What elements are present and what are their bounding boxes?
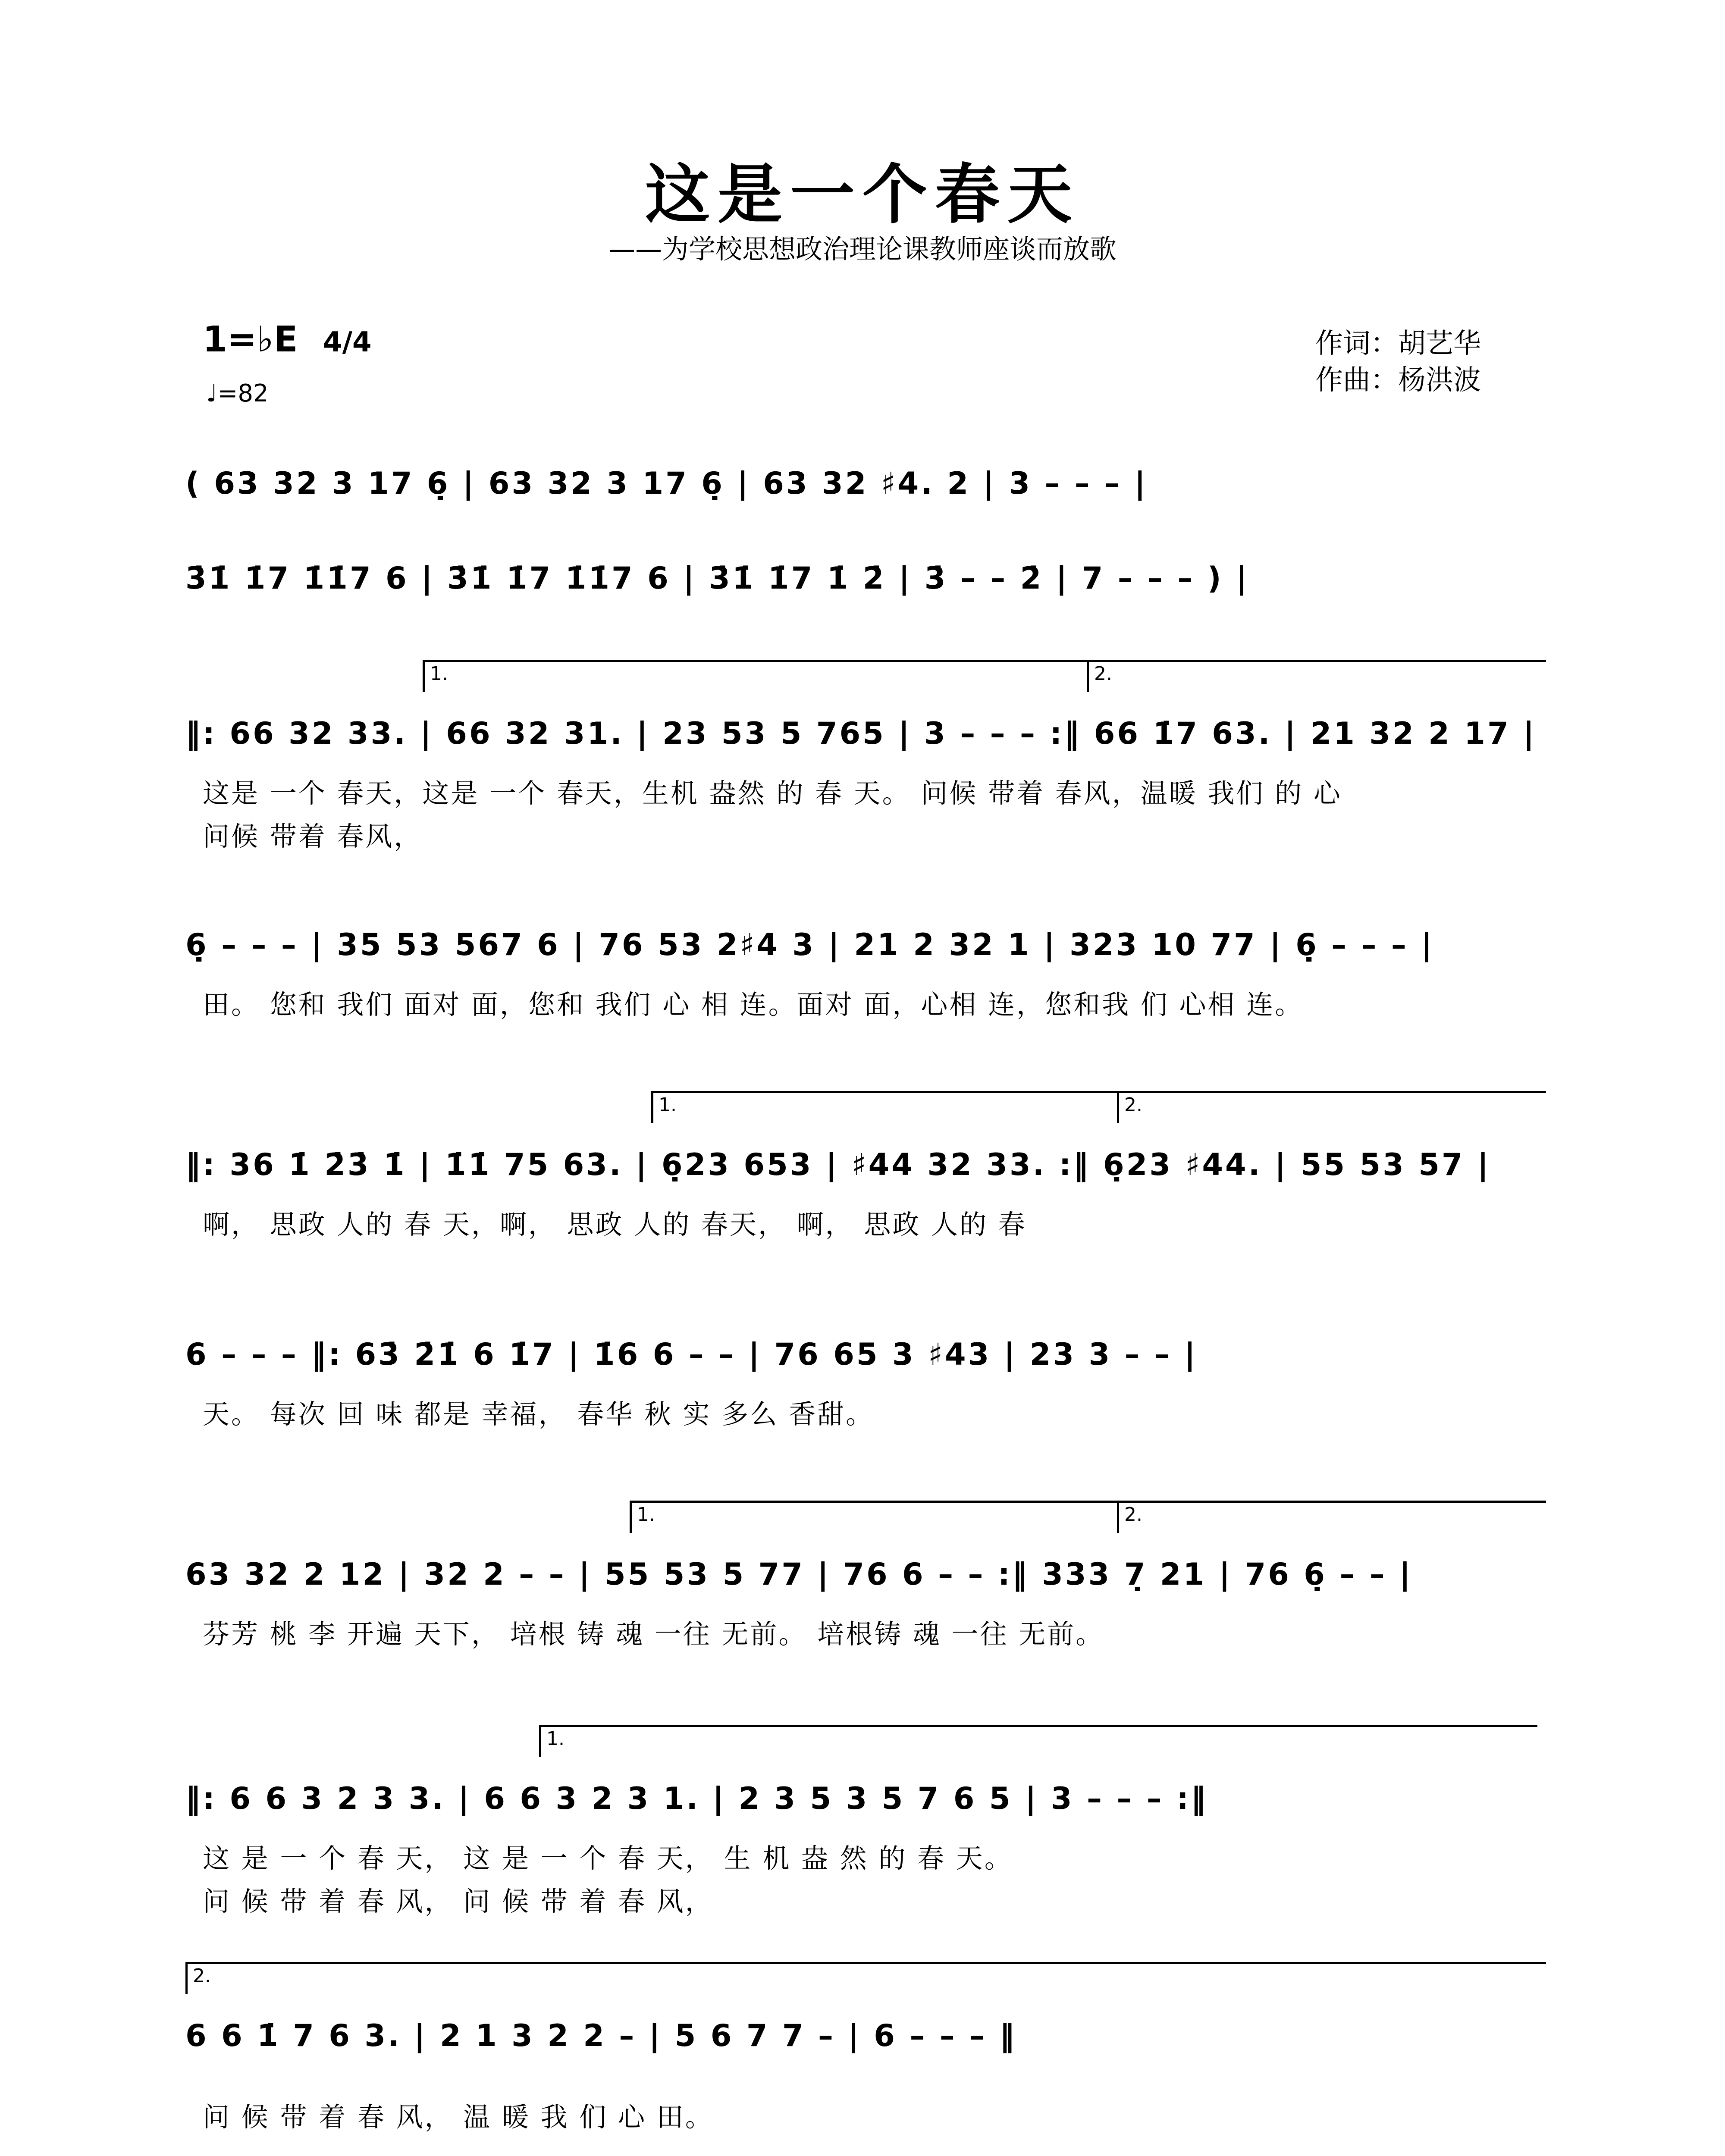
lyric-line: 田。 您和 我们 面对 面，您和 我们 心 相 连。面对 面，心相 连，您和我 们 心相 连。 (203, 989, 1304, 1020)
volta-label: 2. (1094, 663, 1112, 685)
volta-bracket (1117, 1091, 1546, 1123)
notation-line: 6̣ – – – | 35 53 567 6 | 76 53 2♯4 3 | 21 2 32 1 | 323 10 77 | 6̣ – – – | (185, 927, 1434, 962)
notation-line: 63 32 2 12 | 32 2 – – | 55 53 5 77 | 76 6 – – :‖ 333 7̣ 21 | 76 6̣ – – | (185, 1557, 1413, 1592)
key-label: 1=♭E (203, 319, 298, 360)
key-signature (203, 319, 371, 360)
volta-bracket (1087, 660, 1546, 692)
volta-bracket (651, 1091, 1162, 1123)
lyric-line: 问候 带着 春风， (203, 821, 423, 852)
notation-line: 3̇1̇ 1̇7 1̇1̇7 6 | 3̇1̇ 1̇7 1̇1̇7 6 | 3̇1̇ 1̇7 1̇ 2̇ | 3̇ – – 2̇ | 7 – – – ) | (185, 561, 1249, 596)
lyric-line: 这是 一个 春天，这是 一个 春天，生机 盎然 的 春 天。 问候 带着 春风，温暖 我们 的 心 (203, 777, 1342, 809)
volta-bracket (539, 1725, 1537, 1757)
volta-label: 1. (430, 663, 448, 685)
notation-line: 6 – – – ‖: 63̇ 2̇1̇ 6 1̇7 | 1̇6 6 – – | 76 65 3 ♯43 | 23 3 – – | (185, 1337, 1198, 1372)
volta-label: 1. (637, 1504, 655, 1526)
volta-label: 1. (659, 1094, 677, 1116)
song-title: 这是一个春天 (645, 157, 1080, 232)
notation-line: ‖: 66 32 33. | 66 32 31. | 23 53 5 765 | 3 – – – :‖ 66 1̇7 63. | 21 32 2 17 | (185, 716, 1537, 751)
volta-bracket (1117, 1501, 1546, 1533)
notation-line: ‖: 6 6 3 2 3 3. | 6 6 3 2 3 1. | 2 3 5 3 5 7 6 5 | 3 – – – :‖ (185, 1781, 1208, 1816)
lyricist-credit: 作词：胡艺华 (1315, 328, 1481, 360)
lyric-line: 问 候 带 着 春 风， 温 暖 我 们 心 田。 (203, 2101, 714, 2133)
song-subtitle: ——为学校思想政治理论课教师座谈而放歌 (608, 233, 1117, 265)
volta-bracket (185, 1962, 1546, 1994)
time-signature: 4/4 (323, 326, 372, 358)
lyric-line: 芬芳 桃 李 开遍 天下， 培根 铸 魂 一往 无前。 培根铸 魂 一往 无前。 (203, 1618, 1104, 1650)
notation-line: 6 6 1̇ 7 6 3. | 2 1 3 2 2 – | 5 6 7 7 – | 6 – – – ‖ (185, 2018, 1017, 2053)
notation-line: ‖: 36 1̇ 2̇3̇ 1̇ | 1̇1̇ 75 63. | 6̣23 653 | ♯44 32 33. :‖ 6̣23 ♯44. | 55 53 57 | (185, 1147, 1491, 1182)
volta-label: 2. (1124, 1504, 1142, 1526)
lyric-line: 问 候 带 着 春 风， 问 候 带 着 春 风， (203, 1886, 714, 1917)
volta-label: 1. (546, 1728, 565, 1750)
volta-label: 2. (1124, 1094, 1142, 1116)
lyric-line: 这 是 一 个 春 天， 这 是 一 个 春 天， 生 机 盎 然 的 春 天。 (203, 1843, 1013, 1874)
notation-line: ( 63 32 3 17 6̣ | 63 32 3 17 6̣ | 63 32 ♯4. 2 | 3 – – – | (185, 466, 1148, 501)
lyric-line: 啊， 思政 人的 春 天，啊， 思政 人的 春天， 啊， 思政 人的 春 (203, 1209, 1027, 1240)
volta-label: 2. (193, 1965, 211, 1987)
tempo-marking: ♩=82 (206, 379, 269, 407)
composer-credit: 作曲：杨洪波 (1315, 364, 1481, 396)
lyric-line: 天。 每次 回 味 都是 幸福， 春华 秋 实 多么 香甜。 (203, 1398, 875, 1430)
